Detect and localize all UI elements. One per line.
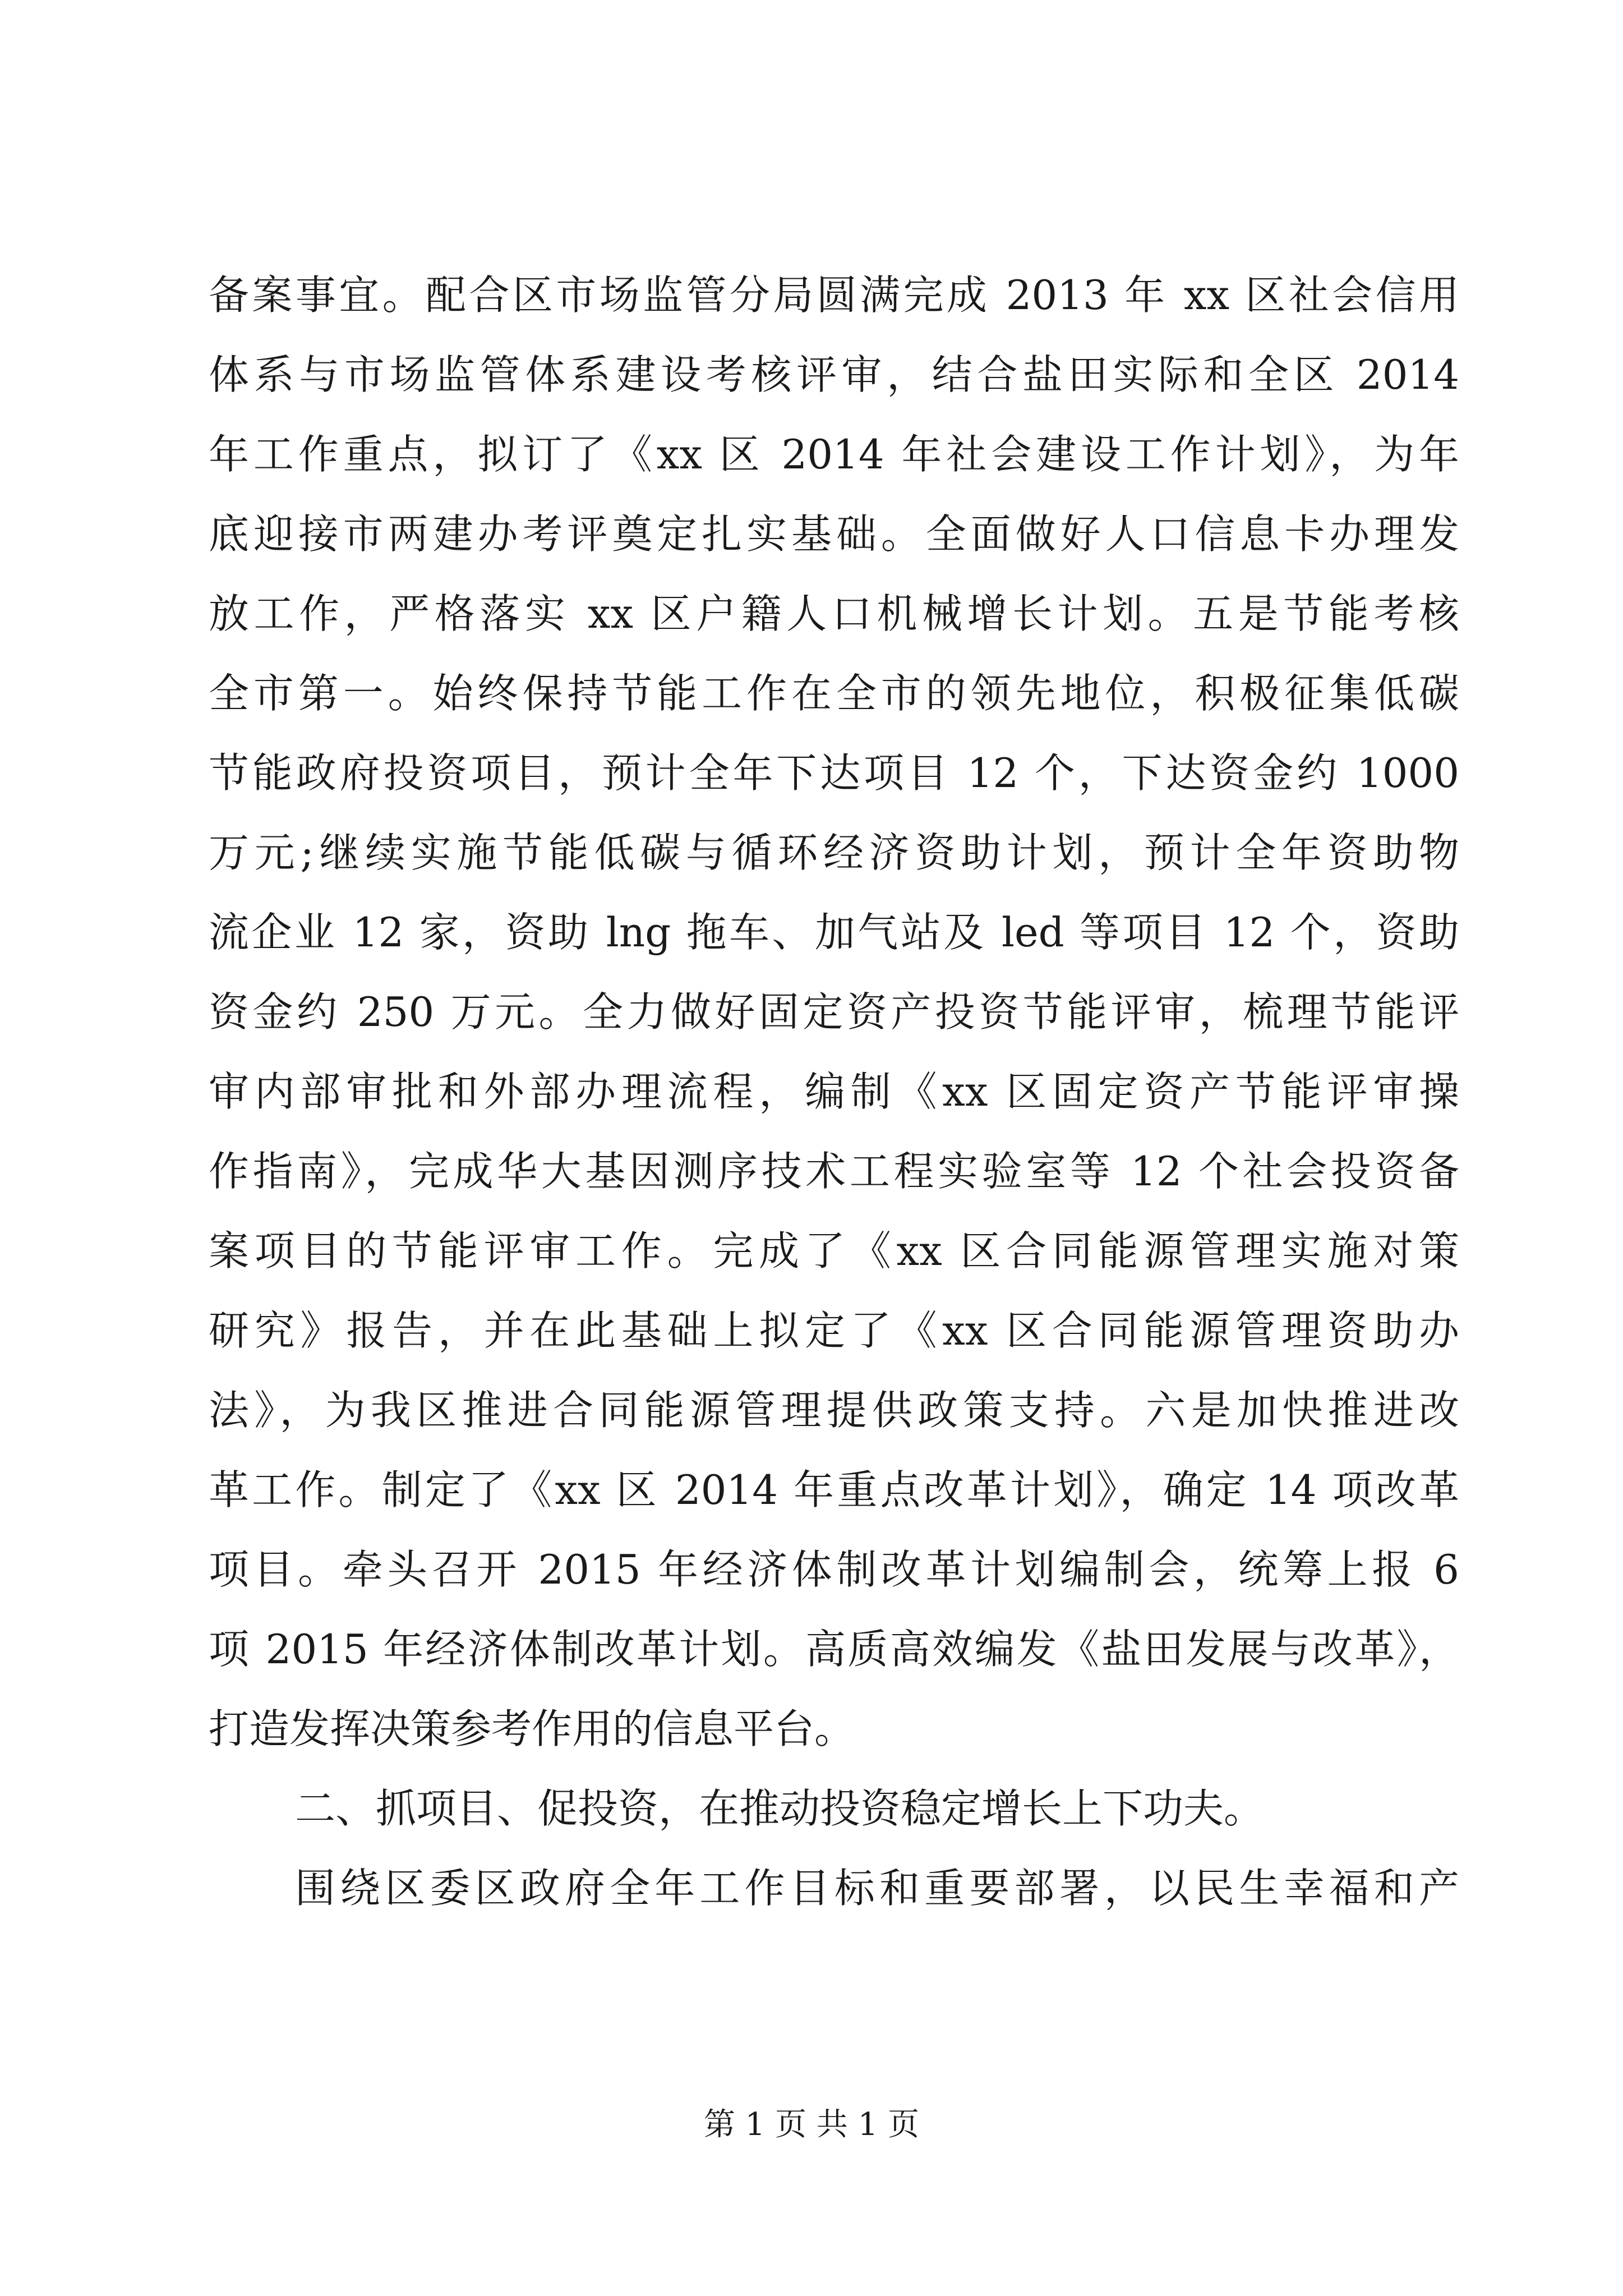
body-line: 项 2015 年经济体制改革计划。高质高效编发《盐田发展与改革》， xyxy=(209,1626,1459,1673)
body-line: 项目。牵头召开 2015 年经济体制改革计划编制会，统筹上报 6 xyxy=(209,1546,1459,1593)
body-line: 审内部审批和外部办理流程，编制《xx 区固定资产节能评审操 xyxy=(209,1068,1459,1115)
body-line: 备案事宜。配合区市场监管分局圆满完成 2013 年 xx 区社会信用 xyxy=(209,272,1459,319)
body-line: 革工作。制定了《xx 区 2014 年重点改革计划》，确定 14 项改革 xyxy=(209,1466,1459,1513)
body-line: 打造发挥决策参考作用的信息平台。 xyxy=(209,1705,855,1752)
body-line: 案项目的节能评审工作。完成了《xx 区合同能源管理实施对策 xyxy=(209,1227,1459,1274)
body-line: 全市第一。始终保持节能工作在全市的领先地位，积极征集低碳 xyxy=(209,670,1459,717)
body-line: 节能政府投资项目，预计全年下达项目 12 个，下达资金约 1000 xyxy=(209,749,1459,797)
document-body xyxy=(209,255,1459,1928)
body-line: 年工作重点，拟订了《xx 区 2014 年社会建设工作计划》，为年 xyxy=(209,431,1459,478)
page-footer: 第 1 页 共 1 页 xyxy=(703,2106,920,2143)
body-line: 法》，为我区推进合同能源管理提供政策支持。六是加快推进改 xyxy=(209,1387,1459,1434)
body-line: 资金约 250 万元。全力做好固定资产投资节能评审，梳理节能评 xyxy=(209,988,1459,1036)
body-line: 万元;继续实施节能低碳与循环经济资助计划，预计全年资助物 xyxy=(209,829,1459,876)
body-line: 放工作，严格落实 xx 区户籍人口机械增长计划。五是节能考核 xyxy=(209,590,1459,637)
body-line: 流企业 12 家，资助 lng 拖车、加气站及 led 等项目 12 个，资助 xyxy=(209,909,1459,956)
body-line: 底迎接市两建办考评奠定扎实基础。全面做好人口信息卡办理发 xyxy=(209,510,1459,558)
body-line: 作指南》，完成华大基因测序技术工程实验室等 12 个社会投资备 xyxy=(209,1148,1459,1195)
section-heading: 二、抓项目、促投资，在推动投资稳定增长上下功夫。 xyxy=(295,1785,1265,1832)
paragraph-start: 围绕区委区政府全年工作目标和重要部署，以民生幸福和产 xyxy=(295,1865,1459,1912)
body-line: 体系与市场监管体系建设考核评审，结合盐田实际和全区 2014 xyxy=(209,351,1459,398)
body-line: 研究》报告，并在此基础上拟定了《xx 区合同能源管理资助办 xyxy=(209,1307,1459,1354)
